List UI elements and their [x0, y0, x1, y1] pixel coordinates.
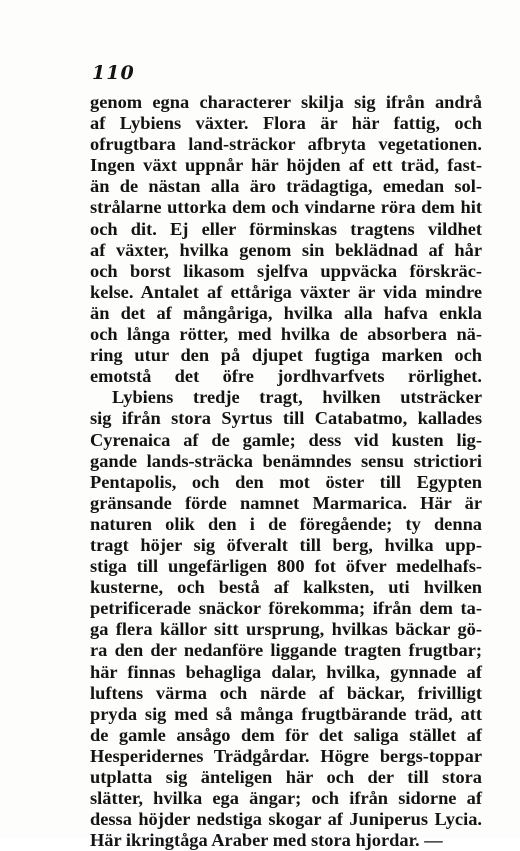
- text-line: än de nästan alla äro trädagtiga, emedan sol-: [90, 176, 482, 197]
- text-line: kusterne, och bestå af kalksten, uti hvilken: [90, 577, 482, 598]
- text-line: luftens värma och närde af bäckar, frivilligt: [90, 682, 482, 703]
- text-line: Här ikringtåga Araber med stora hjordar. —: [90, 830, 443, 851]
- text-line: Ingen växt uppnår här höjden af ett träd, fast-: [90, 155, 482, 176]
- text-line: slätter, hvilka ega ängar; och ifrån sidorne af: [90, 788, 482, 809]
- text-line: Lybiens tredje tragt, hvilken utsträcker: [112, 387, 482, 408]
- text-line: de gamle ansågo dem för det saliga stället af: [90, 724, 482, 745]
- text-line: och borst likasom sjelfva uppväcka förskräc-: [90, 260, 482, 281]
- text-line: och långa rötter, med hvilka de absorbera nä-: [90, 324, 482, 345]
- text-line: sig ifrån stora Syrtus till Catabatmo, kallades: [90, 408, 482, 429]
- text-line: petrificerade snäckor förekomma; ifrån dem ta-: [90, 598, 482, 619]
- text-line: genom egna characterer skilja sig ifrån andrå: [90, 92, 482, 112]
- text-line: pryda sig med så många frugtbärande träd, att: [90, 703, 482, 724]
- text-line: emotstå det öfre jordhvarfvets rörlighet.: [90, 366, 482, 387]
- text-line: och dit. Ej eller förminskas tragtens vildhet: [90, 218, 482, 239]
- text-line: än det af mångåriga, hvilka alla hafva enkla: [90, 302, 482, 323]
- body-text: [90, 92, 482, 851]
- text-line: här finnas behagliga dalar, hvilka, gynnade af: [90, 661, 482, 682]
- text-line: gande lands-sträcka benämndes sensu strictiori: [90, 450, 482, 471]
- text-line: ra den der nedanföre liggande tragten frugtbar;: [90, 640, 482, 661]
- text-line: Hesperidernes Trädgårdar. Högre bergs-toppar: [90, 745, 482, 766]
- text-line: Pentapolis, och den mot öster till Egypten: [90, 471, 482, 492]
- text-line: utplatta sig änteligen här och der till stora: [90, 767, 482, 787]
- text-line: af Lybiens växter. Flora är här fattig, och: [90, 113, 482, 134]
- text-line: ofrugtbara land-sträckor afbryta vegetationen.: [90, 134, 482, 155]
- page-number: 110: [92, 62, 135, 84]
- text-line: kelse. Antalet af ettåriga växter är vida mindre: [90, 281, 482, 302]
- text-line: ring utur den på djupet fugtiga marken och: [90, 345, 482, 366]
- text-line: dessa höjder nedstiga skogar af Juniperus Lycia.: [90, 809, 482, 830]
- text-line: Cyrenaica af de gamle; dess vid kusten lig-: [90, 429, 482, 450]
- text-line: tragt höjer sig öfveralt till berg, hvilka upp-: [90, 534, 482, 555]
- text-line: strålarne uttorka dem och vindarne röra dem hit: [90, 197, 482, 218]
- text-line: ga flera källor sitt ursprung, hvilkas bäckar gö-: [90, 619, 482, 640]
- text-line: naturen olik den i de föregående; ty denna: [90, 513, 482, 534]
- text-line: stiga till ungefärligen 800 fot öfver medelhafs-: [90, 556, 482, 577]
- text-line: af växter, hvilka genom sin beklädnad af hår: [90, 239, 482, 260]
- text-line: gränsande förde namnet Marmarica. Här är: [90, 492, 482, 513]
